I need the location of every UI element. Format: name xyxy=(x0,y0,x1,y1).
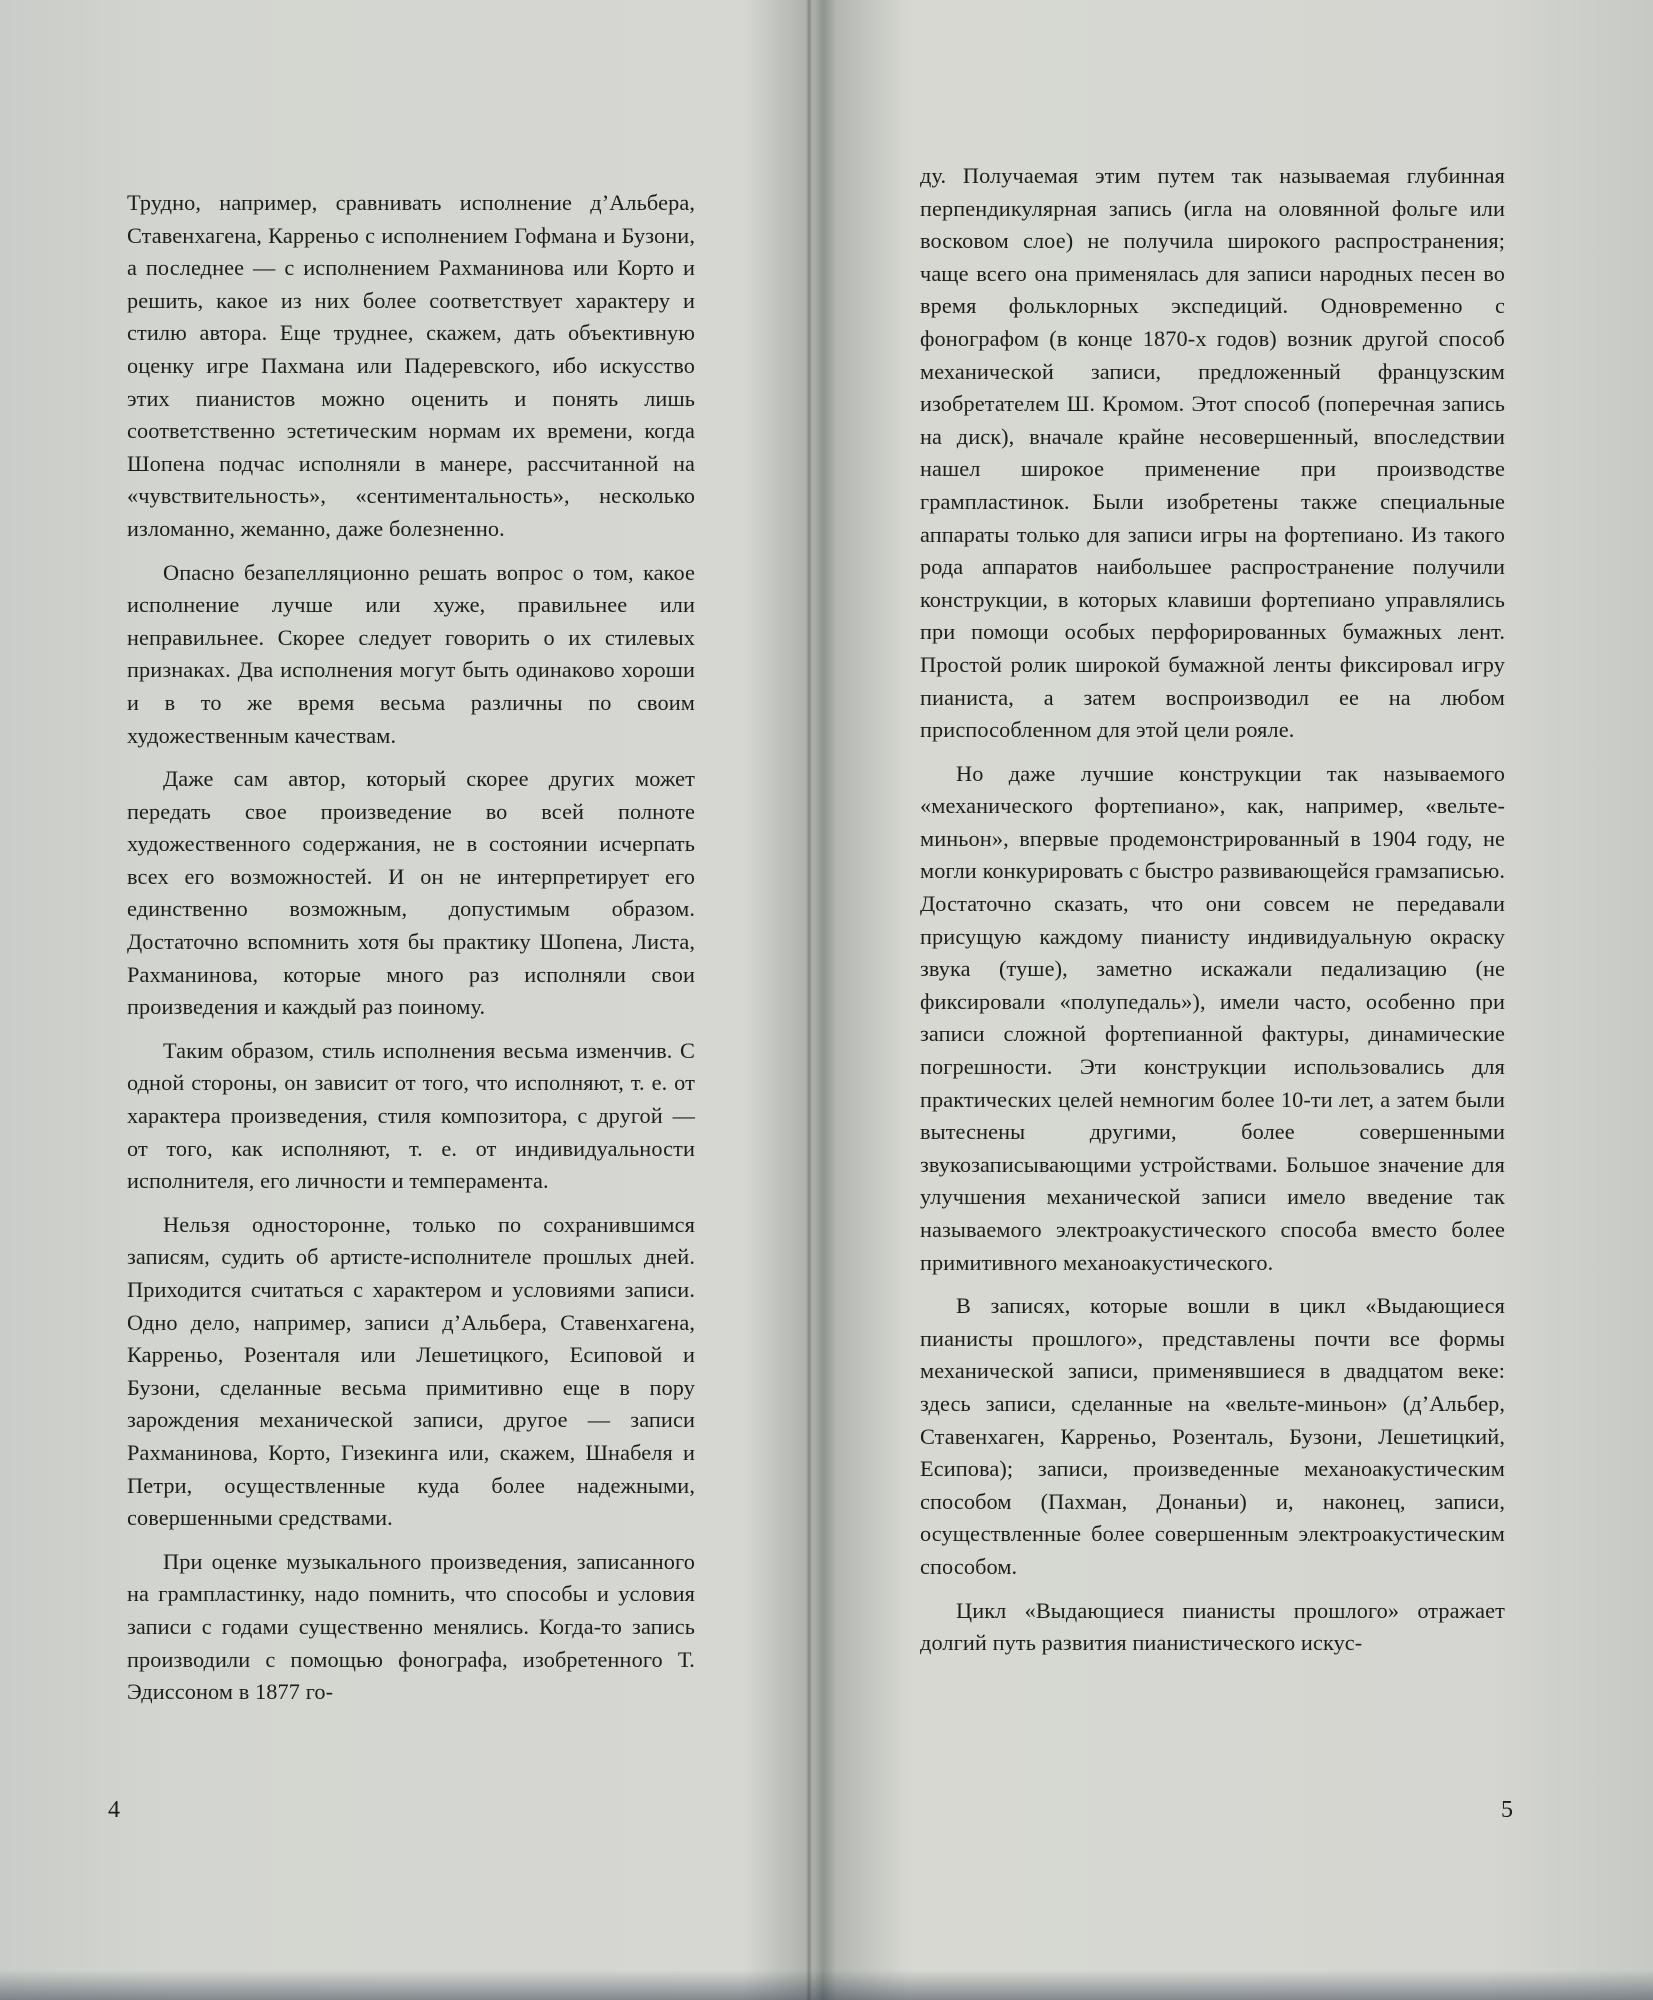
paragraph: Таким образом, стиль исполнения весьма изменчив. С одной стороны, он зависит от того, что исполняют, т. е. от характера произведения, стиля композитора, с другой — от того, как исполняют, т. е. от индивидуальности исполнителя, его личности и темперамента. xyxy=(127,1037,695,1194)
paragraph: В записях, которые вошли в цикл «Выдающиеся пианисты прошлого», представлены почти все формы механической записи, применявшиеся в двадцатом веке: здесь записи, сделанные на «вельте-миньон» (д’Альбер, Ставенхаген, Карреньо, Розенталь, Бузони, Лешетицкий, Есипова); записи, произведенные механоакустическим способом (Пахман, Донаньи) и, наконец, записи, осуществленные более совершенным электроакустическим способом. xyxy=(920,1293,1505,1579)
page-number-right: 5 xyxy=(1501,1797,1513,1823)
page-number-left: 4 xyxy=(108,1797,120,1823)
paragraph: Нельзя односторонне, только по сохранившимся записям, судить об артисте-исполнителе прошлых дней. Приходится считаться с характером и условиями записи. Одно дело, например, записи д’Альбера, Ставенхагена, Карреньо, Розенталя или Лешетицкого, Есиповой и Бузони, сделанные весьма примитивно еще в пору зарождения механической записи, другое — записи Рахманинова, Корто, Гизекинга или, скажем, Шнабеля и Петри, осуществленные куда более надежными, совершенными средствами. xyxy=(127,1211,695,1531)
paragraph: Цикл «Выдающиеся пианисты прошлого» отражает долгий путь развития пианистического искус- xyxy=(920,1597,1505,1656)
paragraph: Но даже лучшие конструкции так называемого «механического фортепиано», как, например, «вельте-миньон», впервые продемонстрированный в 1904 году, не могли конкурировать с быстро развивающейся грамзаписью. Достаточно сказать, что они совсем не передавали присущую каждому пианисту индивидуальную окраску звука (туше), заметно искажали педализацию (не фиксировали «полупедаль»), имели часто, особенно при записи сложной фортепианной фактуры, динамические погрешности. Эти конструкции использовались для практических целей немногим более 10-ти лет, а затем были вытеснены другими, более совершенными звукозаписывающими устройствами. Большое значение для улучшения механической записи имело введение так называемого электроакустического способа вместо более примитивного механоакустического. xyxy=(920,760,1505,1275)
paragraph: ду. Получаемая этим путем так называемая глубинная перпендикулярная запись (игла на оловянной фольге или восковом слое) не получила широкого распространения; чаще всего она применялась для записи народных песен во время фольклорных экспедиций. Одновременно с фонографом (в конце 1870-х годов) возник другой способ механической записи, предложенный французским изобретателем Ш. Кромом. Этот способ (поперечная запись на диск), вначале крайне несовершенный, впоследствии нашел широкое применение при производстве грампластинок. Были изобретены также специальные аппараты только для записи игры на фортепиано. Из такого рода аппаратов наибольшее распространение получили конструкции, в которых клавиши фортепиано управлялись при помощи особых перфорированных бумажных лент. Простой ролик широкой бумажной ленты фиксировал игру пианиста, а затем воспроизводил ее на любом приспособленном для этой цели рояле. xyxy=(920,163,1505,743)
paragraph: Трудно, например, сравнивать исполнение д’Альбера, Ставенхагена, Карреньо с исполнением Гофмана и Бузони, а последнее — с исполнением Рахманинова или Корто и решить, какое из них более соответствует характеру и стилю автора. Еще труднее, скажем, дать объективную оценку игре Пахмана или Падеревского, ибо искусство этих пианистов можно оценить и понять лишь соответственно эстетическим нормам их времени, когда Шопена подчас исполняли в манере, рассчитанной на «чувствительность», «сентиментальность», несколько изломанно, жеманно, даже болезненно. xyxy=(127,190,695,541)
right-page-text xyxy=(920,160,1505,1671)
page-fold xyxy=(806,0,812,2000)
paragraph: Опасно безапелляционно решать вопрос о том, какое исполнение лучше или хуже, правильнее или неправильнее. Скорее следует говорить о их стилевых признаках. Два исполнения могут быть одинаково хороши и в то же время весьма различны по своим художественным качествам. xyxy=(127,559,695,748)
bottom-edge-shadow xyxy=(0,1970,1653,2000)
left-page-text xyxy=(127,187,695,1720)
paragraph: При оценке музыкального произведения, записанного на грампластинку, надо помнить, что способы и условия записи с годами существенно менялись. Когда-то запись производили с помощью фонографа, изобретенного Т. Эдиссоном в 1877 го- xyxy=(127,1548,695,1705)
paragraph: Даже сам автор, который скорее других может передать свое произведение во всей полноте художественного содержания, не в состоянии исчерпать всех его возможностей. И он не интерпретирует его единственно возможным, допустимым образом. Достаточно вспомнить хотя бы практику Шопена, Листа, Рахманинова, которые много раз исполняли свои произведения и каждый раз поиному. xyxy=(127,766,695,1020)
